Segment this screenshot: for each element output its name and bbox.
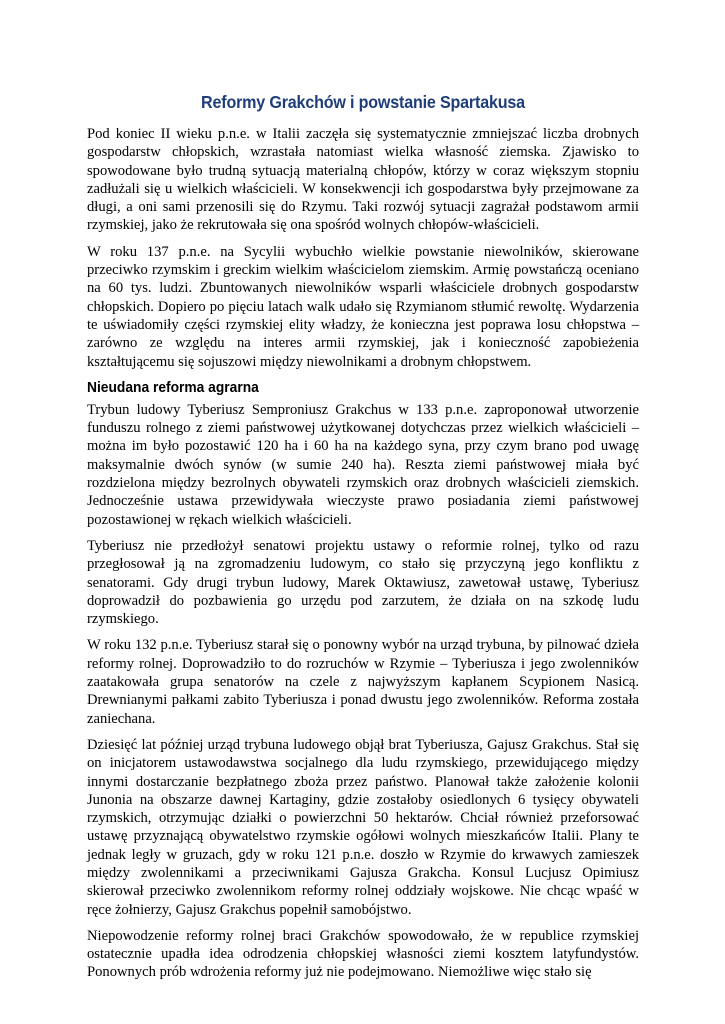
document-title: Reformy Grakchów i powstanie Spartakusa	[201, 92, 525, 112]
intro-paragraph-2: W roku 137 p.n.e. na Sycylii wybuchło wielkie powstanie niewolników, skierowane przeciwko rzymskim i greckim wielkim właścicielom ziemskim. Armię powstańczą oceniano na 60 tys. ludzi. Zbuntowanych niewolników wsparli właściciele drobnych gospodarstw chłopskich. Dopiero po pięciu latach walk udało się Rzymianom stłumić rewoltę. Wydarzenia te uświadomiły części rzymskiej elity władzy, że konieczna jest poprawa losu chłopstwa – zarówno ze względu na interes armii rzymskiej, jak i konieczność zapobieżenia kształtującemu się sojuszowi między niewolnikami a drobnym chłopstwem.	[87, 243, 639, 370]
section-paragraph-4: Dziesięć lat później urząd trybuna ludowego objął brat Tyberiusza, Gajusz Grakchus. Stał się on inicjatorem ustawodawstwa socjalnego dla ludu rzymskiego, przewidującego między innymi dostarczanie bezpłatnego zboża przez państwo. Planował także założenie kolonii Junonia na obszarze dawnej Kartaginy, gdzie zostałoby osiedlonych 6 tysięcy obywateli rzymskich, otrzymując działki o powierzchni 50 hektarów. Chciał również przeforsować ustawę przyznającą obywatelstwo rzymskie ogółowi wolnych mieszkańców Italii. Plany te jednak legły w gruzach, gdy w roku 121 p.n.e. doszło w Rzymie do krwawych zamieszek między zwolennikami a przeciwnikami Gajusza Grakcha. Konsul Lucjusz Opimiusz skierował przeciwko zwolennikom reformy rolnej oddziały wojskowe. Nie chcąc wpaść w ręce żołnierzy, Gajusz Grakchus popełnił samobójstwo.	[87, 736, 639, 918]
document-page	[87, 92, 639, 990]
section-paragraph-3: W roku 132 p.n.e. Tyberiusz starał się o ponowny wybór na urząd trybuna, by pilnować dzieła reformy rolnej. Doprowadziło to do rozruchów w Rzymie – Tyberiusza i jego zwolenników zaatakowała grupa senatorów na czele z najwyższym kapłanem Scypionem Nasicą. Drewnianymi pałkami zabito Tyberiusza i ponad dwustu jego zwolenników. Reforma została zaniechana.	[87, 637, 639, 727]
section-heading: Nieudana reforma agrarna	[87, 378, 259, 396]
section-paragraph-2: Tyberiusz nie przedłożył senatowi projektu ustawy o reformie rolnej, tylko od razu przegłosował ją na zgromadzeniu ludowym, co stało się przyczyną jego konfliktu z senatorami. Gdy drugi trybun ludowy, Marek Oktawiusz, zawetował ustawę, Tyberiusz doprowadził do pozbawienia go urzędu pod zarzutem, że działa on na szkodę ludu rzymskiego.	[87, 537, 639, 628]
intro-paragraph-1: Pod koniec II wieku p.n.e. w Italii zaczęła się systematycznie zmniejszać liczba drobnych gospodarstw chłopskich, wzrastała natomiast wielka własność ziemska. Zjawisko to spowodowane było trudną sytuacją materialną chłopów, którzy w coraz większym stopniu zadłużali się u wielkich właścicieli. W konsekwencji ich gospodarstwa były przejmowane za długi, a oni sami przenosili się do Rzymu. Taki rozwój sytuacji zagrażał podstawom armii rzymskiej, jako że rekrutowała się ona spośród wolnych chłopów-właścicieli.	[87, 126, 639, 234]
section-paragraph-5: Niepowodzenie reformy rolnej braci Grakchów spowodowało, że w republice rzymskiej ostatecznie upadła idea odrodzenia chłopskiej własności ziemi kosztem latyfundystów. Ponownych prób wdrożenia reformy już nie podejmowano. Niemożliwe więc stało się	[87, 927, 639, 981]
section-paragraph-1: Trybun ludowy Tyberiusz Semproniusz Grakchus w 133 p.n.e. zaproponował utworzenie funduszu rolnego z ziemi państwowej użytkowanej dotychczas przez wielkich właścicieli – można im było pozostawić 120 ha i 60 ha na każdego syna, przy czym brano pod uwagę maksymalnie dwóch synów (w sumie 240 ha). Reszta ziemi państwowej miała być rozdzielona między bezrolnych obywateli rzymskich oraz drobnych właścicieli ziemskich. Jednocześnie ustawa przewidywała wieczyste prawo posiadania ziemi państwowej pozostawionej w rękach wielkich właścicieli.	[87, 401, 639, 528]
